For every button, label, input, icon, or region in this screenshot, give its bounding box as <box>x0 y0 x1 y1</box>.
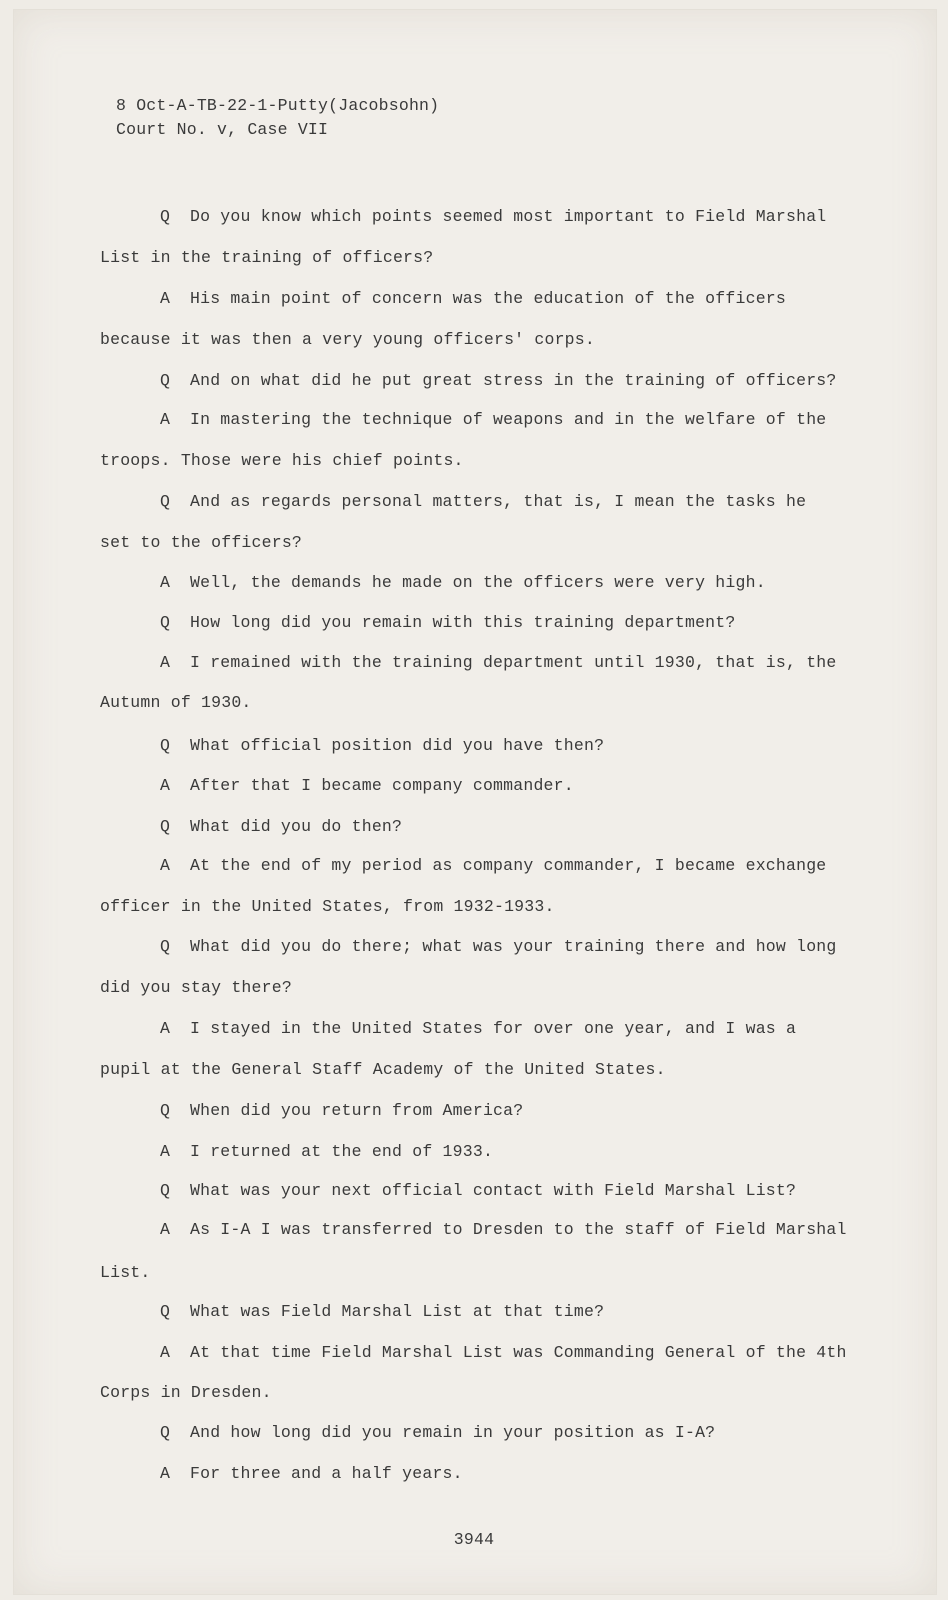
line-text: troops. Those were his chief points. <box>100 451 464 470</box>
speaker-label: A <box>160 1220 171 1239</box>
answer-line <box>160 1141 493 1163</box>
speaker-label: A <box>160 653 171 672</box>
line-text: And on what did he put great stress in the training of officers? <box>190 371 837 390</box>
answer-line <box>160 1342 847 1364</box>
question-line <box>160 816 402 838</box>
continuation-line <box>100 977 292 999</box>
question-line <box>160 491 806 513</box>
speaker-label: Q <box>160 937 171 956</box>
question-line <box>160 936 837 958</box>
speaker-label: A <box>160 1019 171 1038</box>
line-text: How long did you remain with this training department? <box>190 613 736 632</box>
answer-line <box>160 1463 463 1485</box>
speaker-label: Q <box>160 207 171 226</box>
line-text: officer in the United States, from 1932-1933. <box>100 897 555 916</box>
line-text: I returned at the end of 1933. <box>190 1142 494 1161</box>
speaker-label: Q <box>160 371 171 390</box>
speaker-label: Q <box>160 817 171 836</box>
continuation-line <box>100 532 302 554</box>
question-line <box>160 612 736 634</box>
line-text: At that time Field Marshal List was Commanding General of the 4th <box>190 1343 847 1362</box>
line-text: When did you return from America? <box>190 1101 524 1120</box>
line-text: What official position did you have then? <box>190 736 605 755</box>
question-line <box>160 206 826 228</box>
speaker-label: Q <box>160 613 171 632</box>
line-text: I stayed in the United States for over one year, and I was a <box>190 1019 797 1038</box>
speaker-label: Q <box>160 492 171 511</box>
line-text: Well, the demands he made on the officers were very high. <box>190 573 766 592</box>
speaker-label: Q <box>160 1101 171 1120</box>
continuation-line <box>100 247 433 269</box>
question-line <box>160 1100 523 1122</box>
speaker-label: A <box>160 776 171 795</box>
question-line <box>160 1180 796 1202</box>
answer-line <box>160 572 766 594</box>
speaker-label: A <box>160 410 171 429</box>
header-court-case: Court No. v, Case VII <box>116 120 329 139</box>
line-text: In mastering the technique of weapons and in the welfare of the <box>190 410 827 429</box>
speaker-label: A <box>160 1464 171 1483</box>
line-text: Do you know which points seemed most important to Field Marshal <box>190 207 827 226</box>
line-text: At the end of my period as company commander, I became exchange <box>190 856 827 875</box>
line-text: What did you do there; what was your training there and how long <box>190 937 837 956</box>
answer-line <box>160 775 574 797</box>
line-text: What was your next official contact with Field Marshal List? <box>190 1181 797 1200</box>
line-text: After that I became company commander. <box>190 776 574 795</box>
continuation-line <box>100 1262 151 1284</box>
speaker-label: Q <box>160 1423 171 1442</box>
question-line <box>160 370 837 392</box>
speaker-label: A <box>160 289 171 308</box>
line-text: Autumn of 1930. <box>100 693 252 712</box>
line-text: pupil at the General Staff Academy of the United States. <box>100 1060 666 1079</box>
question-line <box>160 1422 715 1444</box>
continuation-line <box>100 450 464 472</box>
continuation-line <box>100 329 595 351</box>
question-line <box>160 735 604 757</box>
continuation-line <box>100 1059 666 1081</box>
line-text: For three and a half years. <box>190 1464 463 1483</box>
line-text: List in the training of officers? <box>100 248 434 267</box>
speaker-label: Q <box>160 736 171 755</box>
line-text: What did you do then? <box>190 817 403 836</box>
line-text: His main point of concern was the education of the officers <box>190 289 786 308</box>
continuation-line <box>100 692 252 714</box>
line-text: And as regards personal matters, that is, I mean the tasks he <box>190 492 807 511</box>
document-header <box>116 94 439 142</box>
answer-line <box>160 652 837 674</box>
line-text: Corps in Dresden. <box>100 1383 272 1402</box>
speaker-label: Q <box>160 1181 171 1200</box>
line-text: What was Field Marshal List at that time? <box>190 1302 605 1321</box>
line-text: I remained with the training department until 1930, that is, the <box>190 653 837 672</box>
line-text: As I-A I was transferred to Dresden to the staff of Field Marshal <box>190 1220 847 1239</box>
speaker-label: A <box>160 1343 171 1362</box>
line-text: did you stay there? <box>100 978 292 997</box>
line-text: set to the officers? <box>100 533 303 552</box>
speaker-label: Q <box>160 1302 171 1321</box>
answer-line <box>160 1219 847 1241</box>
continuation-line <box>100 896 555 918</box>
answer-line <box>160 409 826 431</box>
answer-line <box>160 855 826 877</box>
header-reference: 8 Oct-A-TB-22-1-Putty(Jacobsohn) <box>116 96 440 115</box>
line-text: And how long did you remain in your position as I-A? <box>190 1423 716 1442</box>
continuation-line <box>100 1382 272 1404</box>
answer-line <box>160 1018 796 1040</box>
speaker-label: A <box>160 1142 171 1161</box>
question-line <box>160 1301 604 1323</box>
line-text: List. <box>100 1263 151 1282</box>
speaker-label: A <box>160 856 171 875</box>
page-number: 3944 <box>453 1530 495 1549</box>
speaker-label: A <box>160 573 171 592</box>
answer-line <box>160 288 786 310</box>
line-text: because it was then a very young officers' corps. <box>100 330 595 349</box>
